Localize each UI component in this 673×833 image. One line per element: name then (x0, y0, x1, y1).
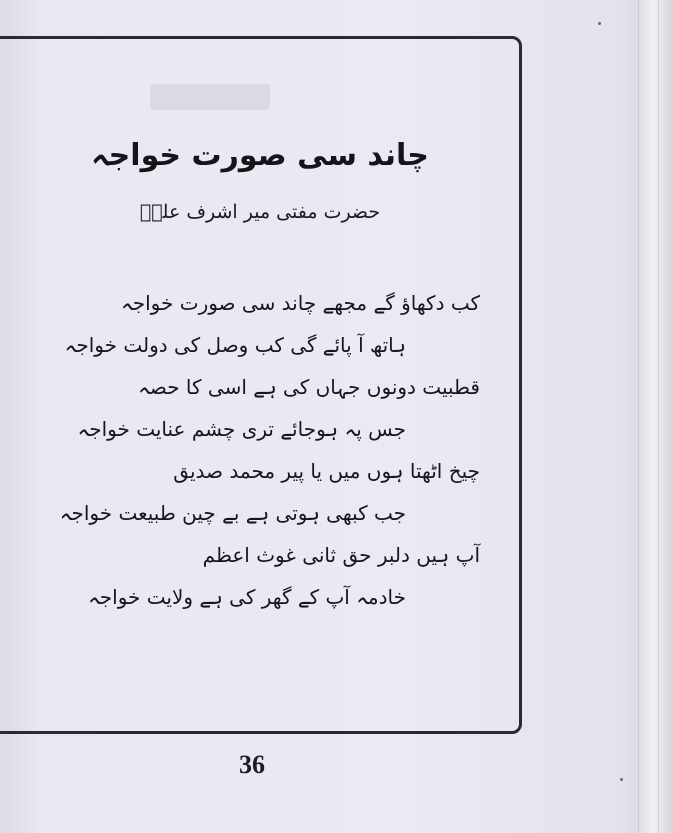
poem-title: چاند سی صورت خواجہ (91, 138, 429, 173)
verse-line: کب دکھاؤ گے مجھے چاند سی صورت خواجہ (121, 291, 480, 315)
paper-speck (620, 778, 623, 781)
verse-line: آپ ہیں دلبر حق ثانی غوث اعظم (202, 543, 480, 567)
page-edge-line (658, 0, 659, 833)
verse-line: ہاتھ آ پائے گی کب وصل کی دولت خواجہ (64, 333, 406, 357)
poem-author: حضرت مفتی میر اشرف علیؒ (139, 201, 381, 223)
verse-line: خادمہ آپ کے گھر کی ہے ولایت خواجہ (88, 585, 406, 609)
page-edge-shadow (638, 0, 673, 833)
verse-line: جس پہ ہوجائے تری چشم عنایت خواجہ (77, 417, 406, 441)
poem-verses (24, 282, 502, 618)
page-number: 36 (239, 750, 265, 779)
verse-line: جب کبھی ہوتی ہے بے چین طبیعت خواجہ (59, 501, 406, 525)
verse-line: قطبیت دونوں جہاں کی ہے اسی کا حصہ (138, 375, 480, 399)
paper-speck (598, 22, 601, 25)
verse-line: چیخ اٹھتا ہوں میں یا پیر محمد صدیق (173, 459, 480, 483)
